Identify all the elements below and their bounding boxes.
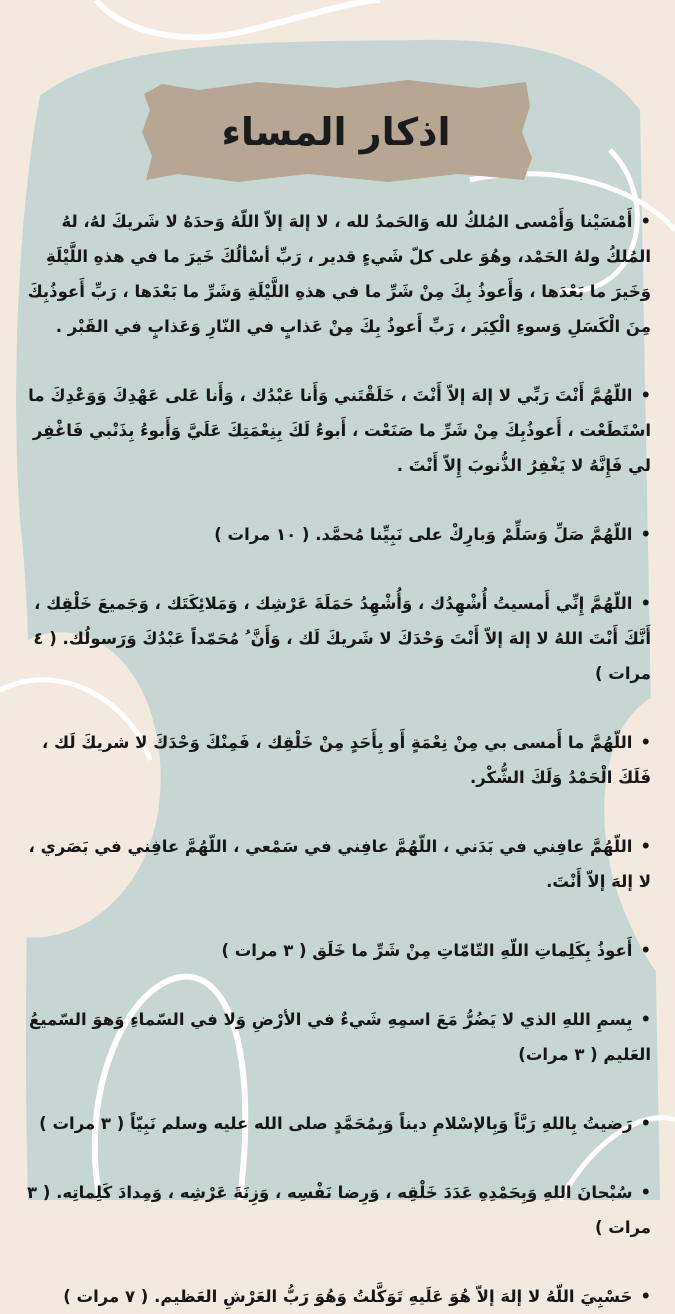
dhikr-text: أَمْسَيْنا وَأَمْسى المُلكُ لله وَالحَمدُ لله ، لا إلهَ إلاّ اللّهُ وَحدَهُ لا شَريكَ لهُ، لهُ المُلكُ ولهُ الحَمْد، وهُوَ على كلّ شَيءٍ قدير ، رَبِّ أسْألُكَ خَيرَ ما في هذهِ اللَّيْلَةِ وَخَيرَ ما بَعْدَها ، وَأَعوذُ بِكَ مِنْ شَرِّ ما في هذهِ اللَّيْلَةِ وَشَرِّ ما بَعْدَها ، رَبِّ أَعوذُبِكَ مِنَ الْكَسَلِ وَسوءِ الْكِبَر ، رَبِّ أَعوذُ بِكَ مِنْ عَذابٍ في النّارِ وَعَذابٍ في القَبْر . [27, 212, 651, 336]
dhikr-item [24, 517, 651, 552]
dhikr-item [24, 1175, 651, 1245]
dhikr-text: بِسمِ اللهِ الذي لا يَضُرُّ مَعَ اسمِهِ شَيءٌ في الأرْضِ وَلا في السّماءِ وَهوَ السّميعُ العَليم ( ٣ مرات) [28, 1010, 651, 1064]
dhikr-item [24, 1279, 651, 1314]
bullet-icon: • [640, 941, 651, 960]
dhikr-text: اللّهُمَّ صَلِّ وَسَلِّمْ وَبارِكْ على نَبِيِّنا مُحمَّد. ( ١٠ مرات ) [214, 525, 633, 544]
dhikr-text: أَعوذُ بِكَلِماتِ اللّهِ التّامّاتِ مِنْ شَرِّ ما خَلَق ( ٣ مرات ) [221, 941, 633, 960]
bullet-icon: • [640, 1183, 651, 1202]
dhikr-item [24, 725, 651, 795]
page-title: اذكار المساء [221, 110, 451, 154]
dhikr-text: اللّهُمَّ ما أَمسى بي مِنْ نِعْمَةٍ أَو بِأَحَدٍ مِنْ خَلْقِك ، فَمِنْكَ وَحْدَكَ لا شريكَ لَك ، فَلَكَ الْحَمْدُ وَلَكَ الشُّكْر. [41, 733, 651, 787]
dhikr-item [24, 586, 651, 691]
dhikr-item [24, 1106, 651, 1141]
dhikr-item [24, 378, 651, 483]
dhikr-text: حَسْبِيَ اللّهُ لا إلهَ إلاّ هُوَ عَلَيهِ تَوَكَّلتُ وَهُوَ رَبُّ العَرْشِ العَظيم. ( ٧ مرات ) [63, 1287, 633, 1306]
bullet-icon: • [640, 1114, 651, 1133]
bullet-icon: • [640, 525, 651, 544]
dhikr-text: اللّهُمَّ إِنِّي أَمسيتُ أُشْهِدُك ، وَأُشْهِدُ حَمَلَةَ عَرْشِك ، وَمَلائِكَتَك ، وَجَميعَ خَلْقِك ، أَنَّكَ أَنْتَ اللهُ لا إلهَ إلاّ أَنْتَ وَحْدَكَ لا شَريكَ لَك ، وَأَنَّ ُ مُحَمّداً عَبْدُكَ وَرَسولُك. ( ٤ مرات ) [33, 594, 651, 683]
dhikr-text: رَضيتُ بِاللهِ رَبَّاً وَبِالإسْلامِ ديناً وَبِمُحَمَّدٍ صلى الله عليه وسلم نَبِيّاً ( ٣ مرات ) [39, 1114, 633, 1133]
bullet-icon: • [640, 594, 651, 613]
bullet-icon: • [640, 1010, 651, 1029]
dhikr-text: اللّهُمَّ أَنْتَ رَبِّي لا إلهَ إلاّ أَنْتَ ، خَلَقْتَني وَأَنا عَبْدُك ، وَأَنا عَلى عَهْدِكَ وَوَعْدِكَ ما اسْتَطَعْت ، أَعوذُبِكَ مِنْ شَرِّ ما صَنَعْت ، أَبوءُ لَكَ بِنِعْمَتِكَ عَلَيَّ وَأَبوءُ بِذَنْبي فَاغْفِر لي فَإِنَّهُ لا يَغْفِرُ الذُّنوبَ إِلاّ أَنْتَ . [28, 386, 651, 475]
white-swirl-line-top [96, 0, 380, 37]
bullet-icon: • [640, 733, 651, 752]
bullet-icon: • [640, 386, 651, 405]
dhikr-item [24, 933, 651, 968]
adhkar-list [24, 196, 651, 1314]
dhikr-item [24, 1002, 651, 1072]
dhikr-text: سُبْحانَ اللهِ وَبِحَمْدِهِ عَدَدَ خَلْقِه ، وَرِضا نَفْسِه ، وَزِنَةَ عَرْشِه ، وَمِدادَ كَلِماتِه. ( ٣ مرات ) [27, 1183, 651, 1237]
bullet-icon: • [640, 1287, 651, 1306]
bullet-icon: • [640, 212, 651, 231]
dhikr-item [24, 829, 651, 899]
bullet-icon: • [640, 837, 651, 856]
dhikr-item [24, 204, 651, 344]
dhikr-text: اللّهُمَّ عافِني في بَدَني ، اللّهُمَّ عافِني في سَمْعي ، اللّهُمَّ عافِني في بَصَري ، لا إلهَ إلاّ أَنْتَ. [28, 837, 651, 891]
